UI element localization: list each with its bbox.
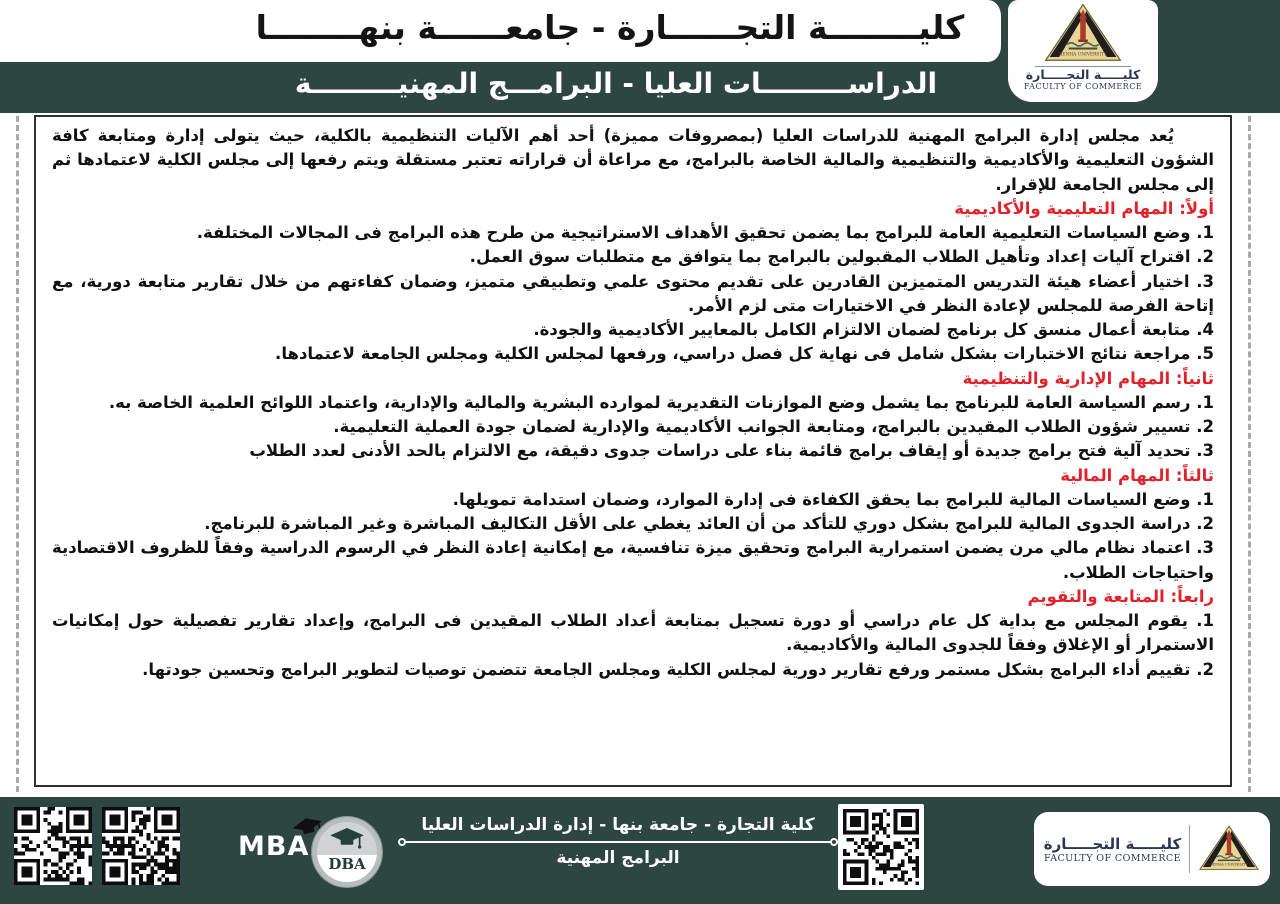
graduation-cap-icon	[330, 828, 364, 849]
sections	[52, 197, 1214, 682]
section-heading: رابعاً: المتابعة والتقويم	[1027, 586, 1214, 606]
footer-plate-arabic: كليـــــة التجـــــارة	[1043, 834, 1182, 853]
footer-faculty-plate	[1034, 812, 1270, 886]
section-item: 3. اعتماد نظام مالي مرن يضمن استمرارية البرامج وتحقيق ميزة تنافسية، مع إمكانية إعادة النظر في الرسوم الدراسية وفقاً للظروف الاقتصادية واحتياجات الطلاب.	[52, 538, 1214, 582]
faculty-crest-icon	[1039, 3, 1127, 65]
page-subtitle: الدراســـــــــات العليا - البرامـــج المهنيـــــــــة	[294, 67, 938, 100]
section-item: 1. وضع السياسات المالية للبرامج بما يحقق الكفاءة فى إدارة الموارد، وضمان استدامة تمويلها.	[452, 489, 1214, 509]
section-item: 1. يقوم المجلس مع بداية كل عام دراسي أو دورة تسجيل بمتابعة أعداد الطلاب المقيدين فى البرامج، وإعداد تقارير تفصيلية حول إمكانيات الاستمرار أو الإغلاق وفقاً للجدوى المالية والأكاديمية.	[52, 611, 1214, 655]
logo-english-label: FACULTY OF COMMERCE	[1023, 81, 1143, 91]
section-item: 2. اقتراح آليات إعداد وتأهيل الطلاب المقبولين بالبرامج بما يتوافق مع متطلبات سوق العمل.	[469, 247, 1214, 267]
faculty-logo-plate	[1008, 0, 1158, 102]
left-dashed-border	[16, 116, 19, 792]
dba-label: DBA	[328, 855, 366, 873]
divider-endpoint	[830, 838, 838, 846]
section-heading: أولاً: المهام التعليمية والأكاديمية	[954, 198, 1214, 218]
document-text	[52, 124, 1214, 682]
divider-endpoint	[398, 838, 406, 846]
footer-org-line: كلية التجارة - جامعة بنها - إدارة الدراسات العليا	[421, 815, 815, 835]
document-body	[34, 115, 1232, 787]
footer-plate-english: FACULTY OF COMMERCE	[1044, 852, 1181, 864]
section-item: 1. وضع السياسات التعليمية العامة للبرامج بما يضمن تحقيق الأهداف الاستراتيجية من طرح هذه البرامج فى المجالات المختلفة.	[196, 223, 1214, 242]
section-heading: ثانياً: المهام الإدارية والتنظيمية	[962, 368, 1214, 388]
mba-logo	[238, 831, 309, 862]
section-item: 1. رسم السياسة العامة للبرنامج بما يشمل وضع الموازنات التقديرية لموارده البشرية والمالية والإدارية، واعتماد اللوائح العلمية الخاصة به.	[108, 392, 1214, 412]
qr-code-icon	[102, 807, 180, 885]
section-heading: ثالثاً: المهام المالية	[1060, 465, 1214, 485]
qr-code-icon	[838, 804, 924, 890]
dba-badge	[312, 817, 382, 887]
section-item: 3. اختيار أعضاء هيئة التدريس المتميزين القادرين على تقديم محتوى علمي وتطبيقي متميز، وضمان كفاءتهم من خلال تقارير متابعة دورية، مع إتاحة الفرصة للمجلس لإعادة النظر في الاختيارات متى لزم الأمر.	[52, 271, 1214, 315]
intro-paragraph: يُعد مجلس إدارة البرامج المهنية للدراسات العليا (بمصروفات مميزة) أحد أهم الآليات التنظيمية بالكلية، حيث يتولى إدارة ومتابعة كافة الشؤون التعليمية والأكاديمية والتنظيمية والمالية الخاصة بالبرامج، مع مراعاة أن قراراته تعتبر مستقلة ويتم رفعها إلى مجلس الكلية لاعتمادها ثم إلى مجلس الجامعة للإقرار.	[52, 126, 1214, 194]
section-item: 5. مراجعة نتائج الاختبارات بشكل شامل فى نهاية كل فصل دراسي، ورفعها لمجلس الكلية ومجلس الجامعة لاعتمادها.	[275, 344, 1214, 364]
section-item: 2. دراسة الجدوى المالية للبرامج بشكل دوري للتأكد من أن العائد يغطي على الأقل التكاليف المباشرة وغير المباشرة للبرنامج.	[204, 514, 1214, 533]
page-title: كليــــــــة التجــــــارة - جامعــــــة بنهــــــــا	[255, 8, 965, 47]
logo-arabic-label: كليـــــة التجـــــارة	[1025, 67, 1141, 82]
section-item: 4. متابعة أعمال منسق كل برنامج لضمان الالتزام الكامل بالمعايير الأكاديمية والجودة.	[533, 320, 1214, 339]
section-item: 2. تسيير شؤون الطلاب المقيدين بالبرامج، ومتابعة الجوانب الأكاديمية والإدارية لضمان جودة العملية التعليمية.	[333, 417, 1214, 436]
right-dashed-border	[1248, 116, 1251, 792]
footer-plate-text	[1044, 835, 1181, 864]
plate-divider	[1189, 825, 1190, 873]
section-item: 3. تحديد آلية فتح برامج جديدة أو إيقاف برامج قائمة بناء على دراسات جدوى دقيقة، مع الالتزام بالحد الأدنى لعدد الطلاب	[249, 441, 1214, 461]
mba-label: MBA	[238, 831, 310, 862]
footer-band	[0, 797, 1280, 904]
footer-program-line: البرامج المهنية	[556, 848, 680, 868]
section-item: 2. تقييم أداء البرامج بشكل مستمر ورفع تقارير دورية لمجلس الكلية ومجلس الجامعة تتضمن توصيات لتطوير البرامج وتحسين جودتها.	[142, 659, 1214, 679]
footer-divider	[406, 841, 830, 843]
faculty-crest-icon	[1198, 823, 1260, 875]
footer-center-block	[398, 815, 838, 868]
qr-code-icon	[14, 807, 92, 885]
